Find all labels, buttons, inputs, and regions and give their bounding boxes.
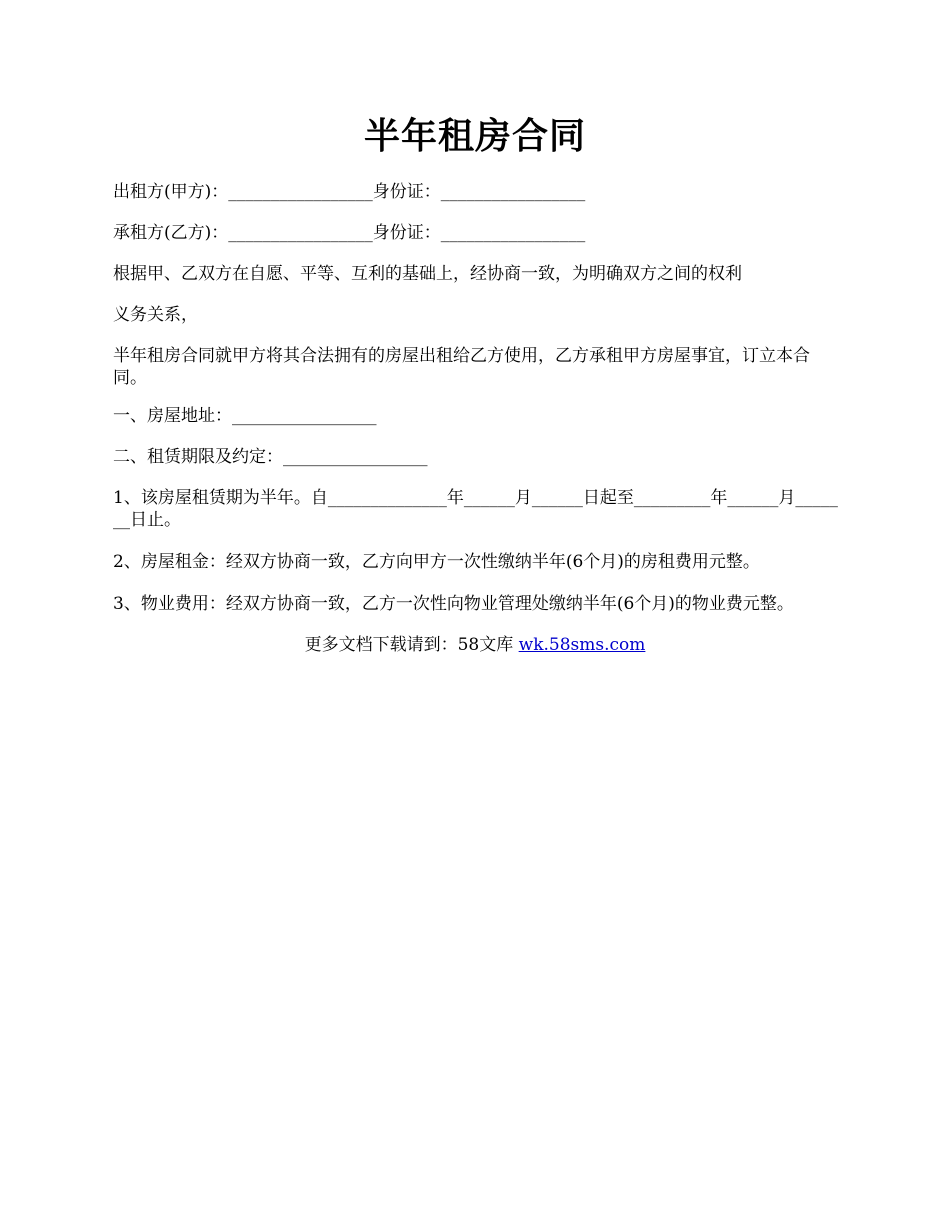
item-rent: 2、房屋租金：经双方协商一致，乙方向甲方一次性缴纳半年(6个月)的房租费用元整。 [113,552,760,572]
footer-link[interactable]: wk.58sms.com [518,635,646,655]
preamble-paragraph: 半年租房合同就甲方将其合法拥有的房屋出租给乙方使用，乙方承租甲方房屋事宜，订立本合同。 [113,346,810,388]
preamble-line-2: 义务关系， [113,305,198,325]
item-property-fee: 3、物业费用：经双方协商一致，乙方一次性向物业管理处缴纳半年(6个月)的物业费元整。 [113,594,794,614]
page-title: 半年租房合同 [363,115,586,157]
footer-download-note [0,634,950,656]
clause-lease-term: 二、租赁期限及约定：_________________ [113,447,428,467]
preamble-line-1: 根据甲、乙双方在自愿、平等、互利的基础上，经协商一致，为明确双方之间的权利 [113,264,742,284]
item-lease-period: 1、该房屋租赁期为半年。自______________年______月______日起至_________年______月_______日止。 [113,488,838,530]
footer-prefix: 更多文档下载请到：58文库 [304,635,519,655]
lessor-line: 出租方(甲方)：_________________身份证：_________________ [113,182,586,202]
clause-house-address: 一、房屋地址：_________________ [113,406,377,426]
lessee-line: 承租方(乙方)：_________________身份证：_________________ [113,223,586,243]
